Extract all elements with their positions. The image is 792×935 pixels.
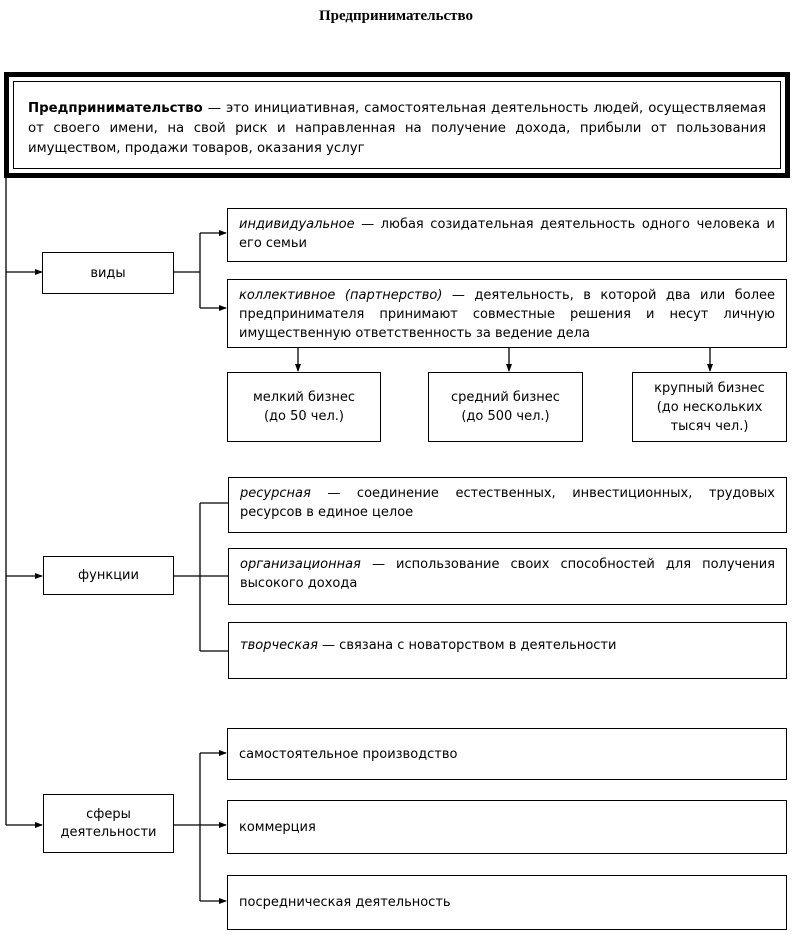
- function-organizational-text: — использование своих способностей для получения высокого дохода: [240, 557, 775, 591]
- individual-term: индивидуальное: [239, 217, 355, 232]
- sphere-commerce-text: коммерция: [239, 819, 316, 835]
- types-label: виды: [90, 265, 126, 281]
- function-creative-term: творческая: [240, 638, 318, 653]
- large-business-name: крупный бизнес: [654, 380, 765, 396]
- small-business-box: [227, 372, 381, 442]
- small-business-name: мелкий бизнес: [252, 390, 356, 405]
- sphere-intermediary-box: [227, 875, 787, 930]
- functions-label: функции: [78, 568, 139, 583]
- sphere-commerce-box: [227, 800, 787, 854]
- sphere-production-box: [227, 728, 787, 780]
- function-resource-term: ресурсная: [240, 486, 311, 501]
- collective-term: коллективное (партнерство): [239, 288, 443, 303]
- spheres-label: сферы деятельности: [60, 806, 157, 840]
- medium-business-detail: (до 500 чел.): [461, 409, 550, 424]
- definition-term: Предпринимательство: [28, 101, 203, 116]
- definition-inner: [13, 81, 781, 169]
- sphere-production-text: самостоятельное производство: [239, 746, 458, 762]
- small-business-detail: (до 50 чел.): [263, 409, 344, 424]
- collective-box: [227, 279, 787, 348]
- large-business-box: [632, 372, 787, 442]
- function-organizational-box: [228, 548, 787, 605]
- definition-box: [4, 72, 790, 178]
- individual-box: [227, 208, 787, 262]
- definition-text: — это инициативная, самостоятельная деятельность людей, осуществляемая от своего имени, на свой риск и направленная на получение дохода, прибыли от пользования имуществом, продажи товаров, оказания услуг: [28, 101, 766, 156]
- function-resource-text: — соединение естественных, инвестиционных, трудовых ресурсов в единое целое: [240, 486, 775, 520]
- types-box: [42, 252, 174, 294]
- page-title: Предпринимательство: [318, 8, 474, 24]
- medium-business-box: [428, 372, 583, 442]
- function-creative-box: [228, 622, 787, 679]
- function-resource-box: [228, 477, 787, 533]
- sphere-intermediary-text: посредническая деятельность: [239, 895, 451, 910]
- function-organizational-term: организационная: [240, 557, 361, 572]
- collective-text: — деятельность, в которой два или более предпринимателя принимают совместные решения и несут личную имущественную ответственность за ведение дела: [239, 288, 775, 341]
- spheres-box: [43, 794, 174, 853]
- functions-box: [43, 556, 174, 595]
- function-creative-text: — связана с новаторством в деятельности: [317, 638, 617, 653]
- medium-business-name: средний бизнес: [451, 390, 560, 405]
- large-business-detail: (до нескольких тысяч чел.): [656, 399, 763, 434]
- individual-text: — любая созидательная деятельность одного человека и его семьи: [239, 217, 775, 251]
